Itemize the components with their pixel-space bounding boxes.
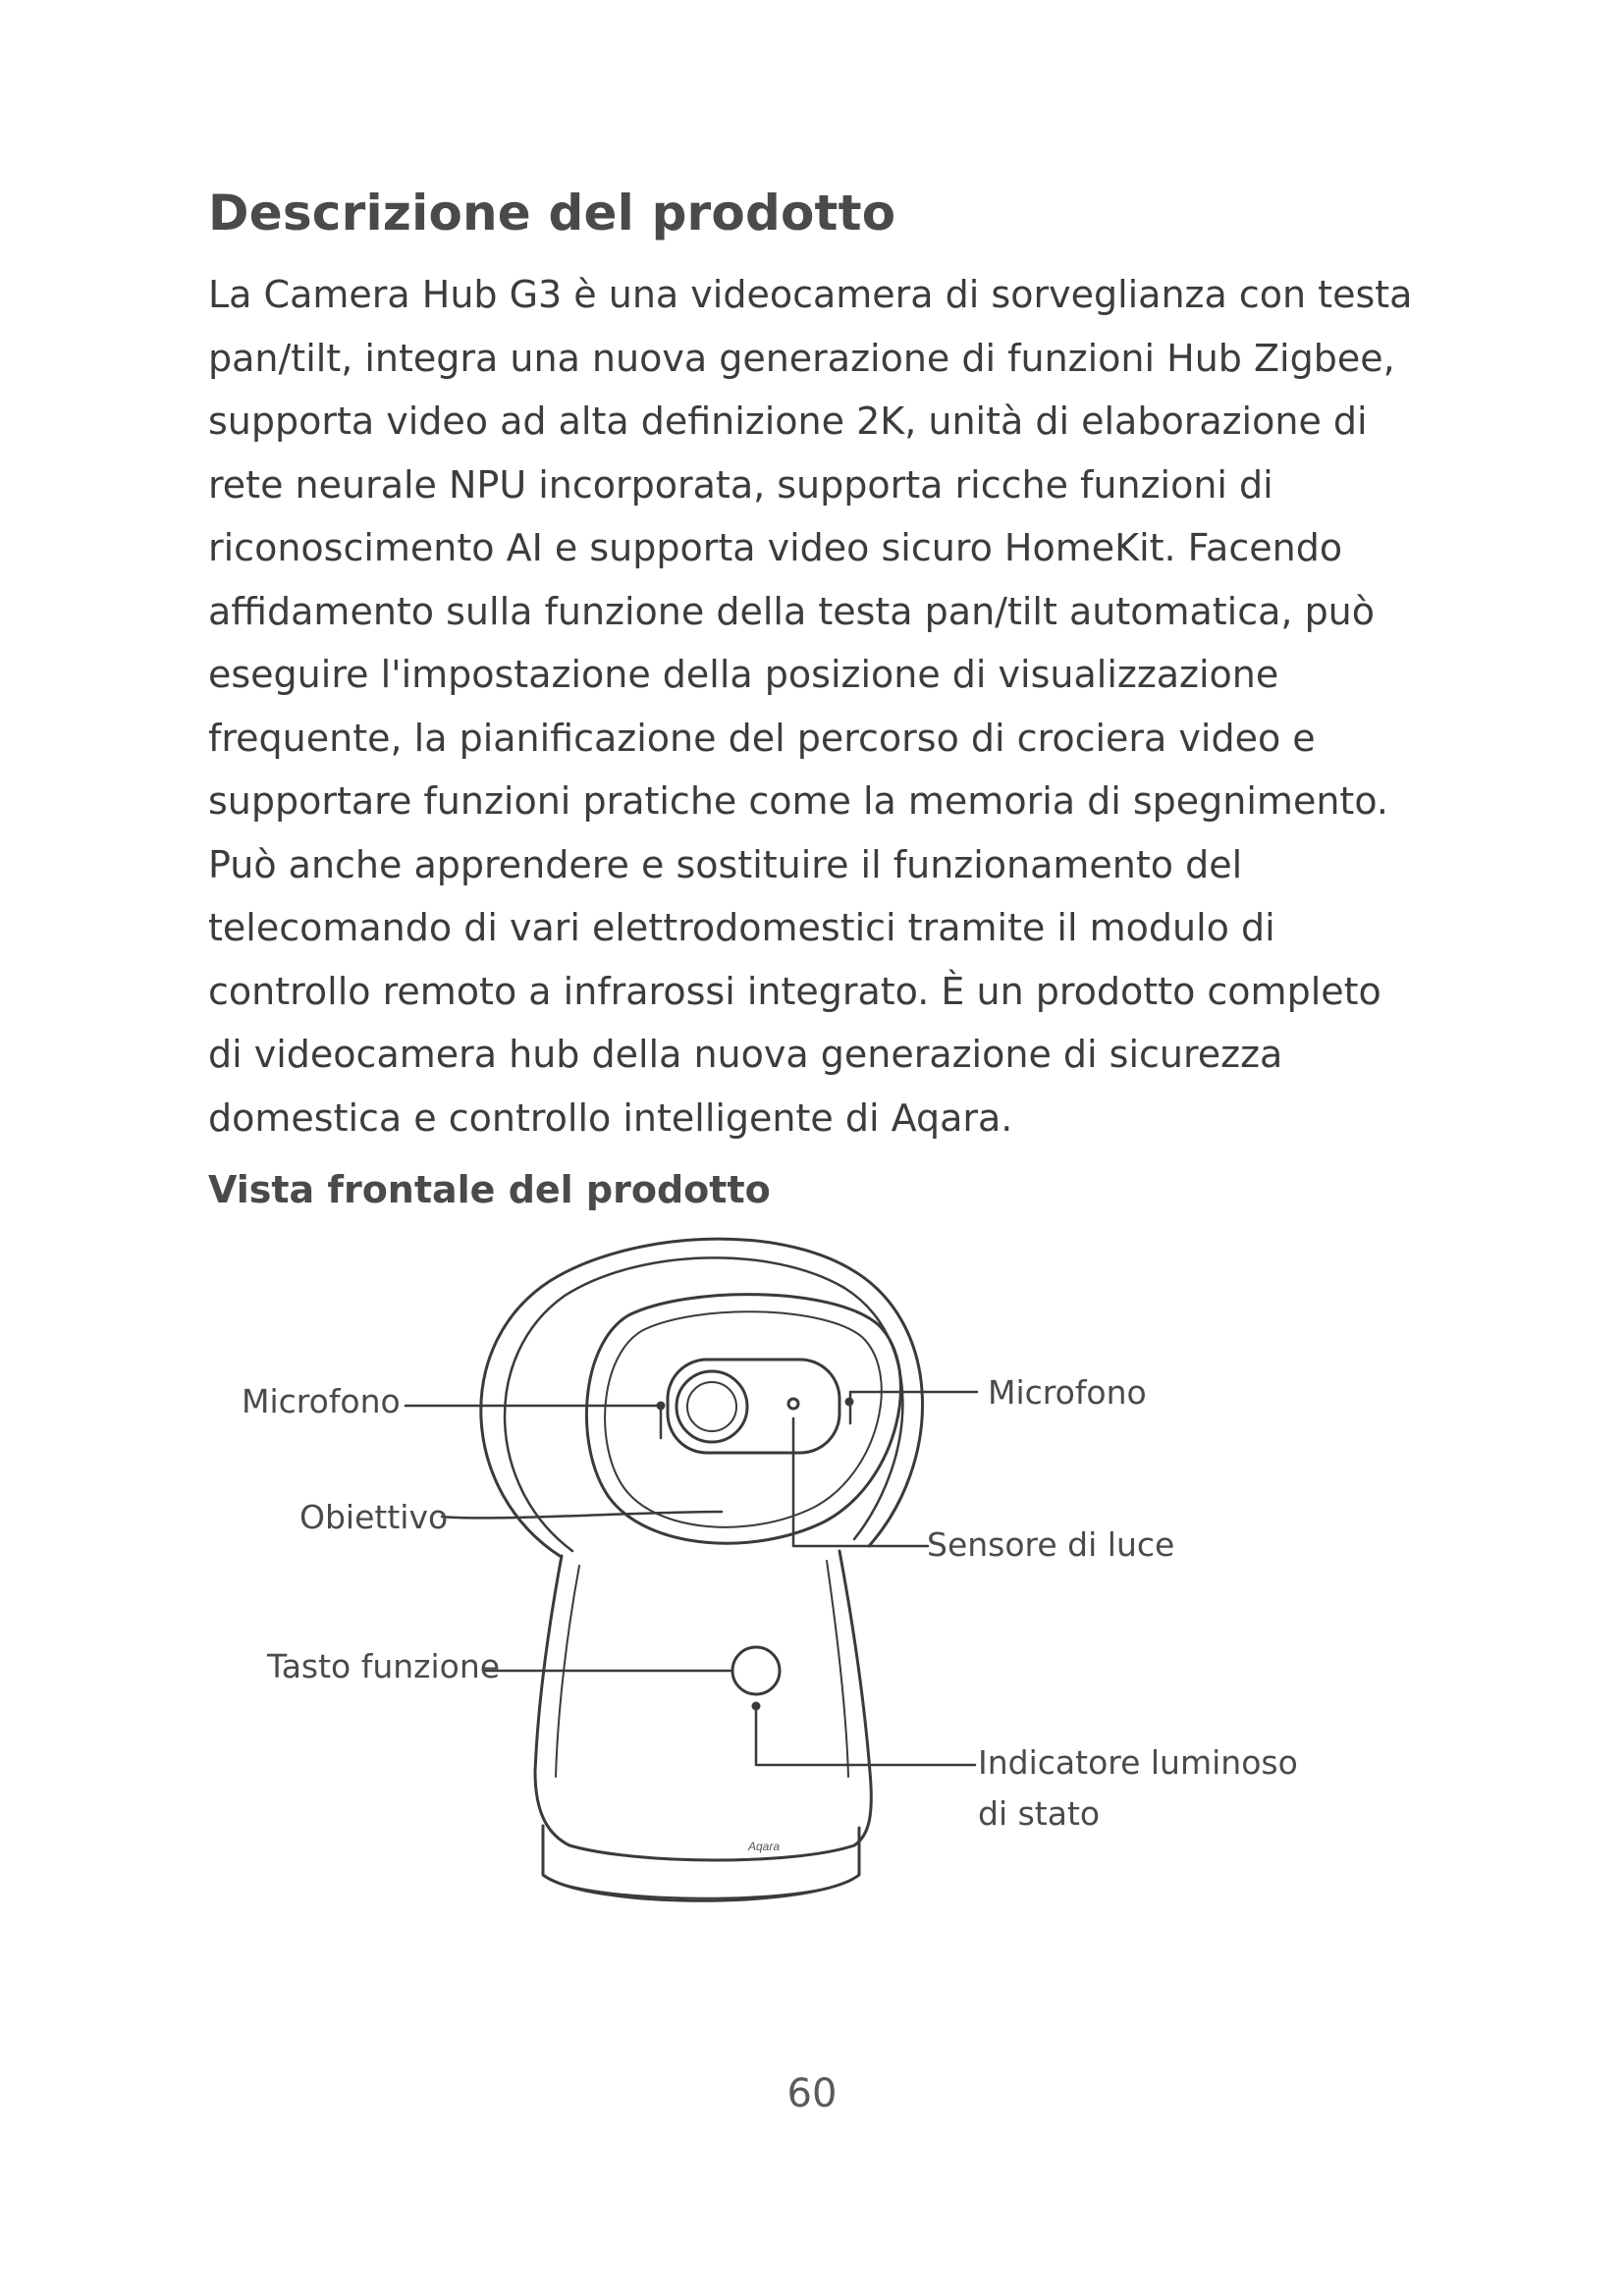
page-title: Descrizione del prodotto: [208, 185, 896, 241]
lens-inner: [687, 1382, 736, 1431]
description-line: telecomando di vari elettrodomestici tramite il modulo di: [208, 906, 1275, 949]
description-line: affidamento sulla funzione della testa pan/tilt automatica, può: [208, 589, 1376, 633]
label-lens: Obiettivo: [299, 1498, 449, 1536]
label-status-indicator-line1: Indicatore luminoso: [978, 1743, 1298, 1782]
camera-head-outline: [481, 1239, 923, 1556]
description-line: frequente, la pianificazione del percorso di crociera video e: [208, 716, 1316, 760]
description-line: domestica e controllo intelligente di Aqara.: [208, 1095, 1013, 1140]
callout-line-mic-right: [850, 1392, 977, 1423]
description-line: supportare funzioni pratiche come la memoria di spegnimento.: [208, 779, 1388, 823]
camera-base-bottom: [550, 1880, 852, 1898]
product-description: [208, 263, 1413, 1149]
description-line: Può anche apprendere e sostituire il funzionamento del: [208, 842, 1243, 886]
description-line: controllo remoto a infrarossi integrato. È un prodotto completo: [208, 969, 1381, 1013]
label-status-indicator-line2: di stato: [978, 1794, 1101, 1833]
label-status-indicator: [978, 1737, 1298, 1840]
callout-line-lens: [442, 1512, 722, 1518]
function-button-circle: [732, 1647, 780, 1694]
label-microphone-left: Microfono: [242, 1382, 401, 1420]
description-line: La Camera Hub G3 è una videocamera di sorveglianza con testa: [208, 273, 1413, 316]
camera-body-inner-right: [827, 1561, 848, 1777]
page-number: 60: [786, 2071, 838, 2116]
label-light-sensor: Sensore di luce: [927, 1525, 1175, 1564]
description-line: rete neurale NPU incorporata, supporta ricche funzioni di: [208, 462, 1273, 507]
callout-line-mic-left: [406, 1406, 661, 1438]
camera-illustration: [0, 1227, 1624, 1953]
front-view-diagram: [0, 1227, 1624, 1953]
lens-housing: [668, 1360, 839, 1453]
description-line: riconoscimento AI e supporta video sicuro HomeKit. Facendo: [208, 526, 1343, 569]
label-function-button: Tasto funzione: [267, 1647, 501, 1685]
front-view-heading: Vista frontale del prodotto: [208, 1168, 771, 1211]
brand-mark: Aqara: [748, 1840, 781, 1853]
description-line: di videocamera hub della nuova generazione di sicurezza: [208, 1033, 1283, 1076]
camera-head-rim: [505, 1257, 902, 1551]
label-microphone-right: Microfono: [988, 1373, 1147, 1412]
light-sensor-dot: [788, 1399, 798, 1409]
description-line: eseguire l'impostazione della posizione di visualizzazione: [208, 653, 1279, 696]
description-line: supporta video ad alta definizione 2K, unità di elaborazione di: [208, 400, 1368, 443]
description-line: pan/tilt, integra una nuova generazione di funzioni Hub Zigbee,: [208, 336, 1395, 380]
camera-body-outline: [535, 1551, 871, 1860]
